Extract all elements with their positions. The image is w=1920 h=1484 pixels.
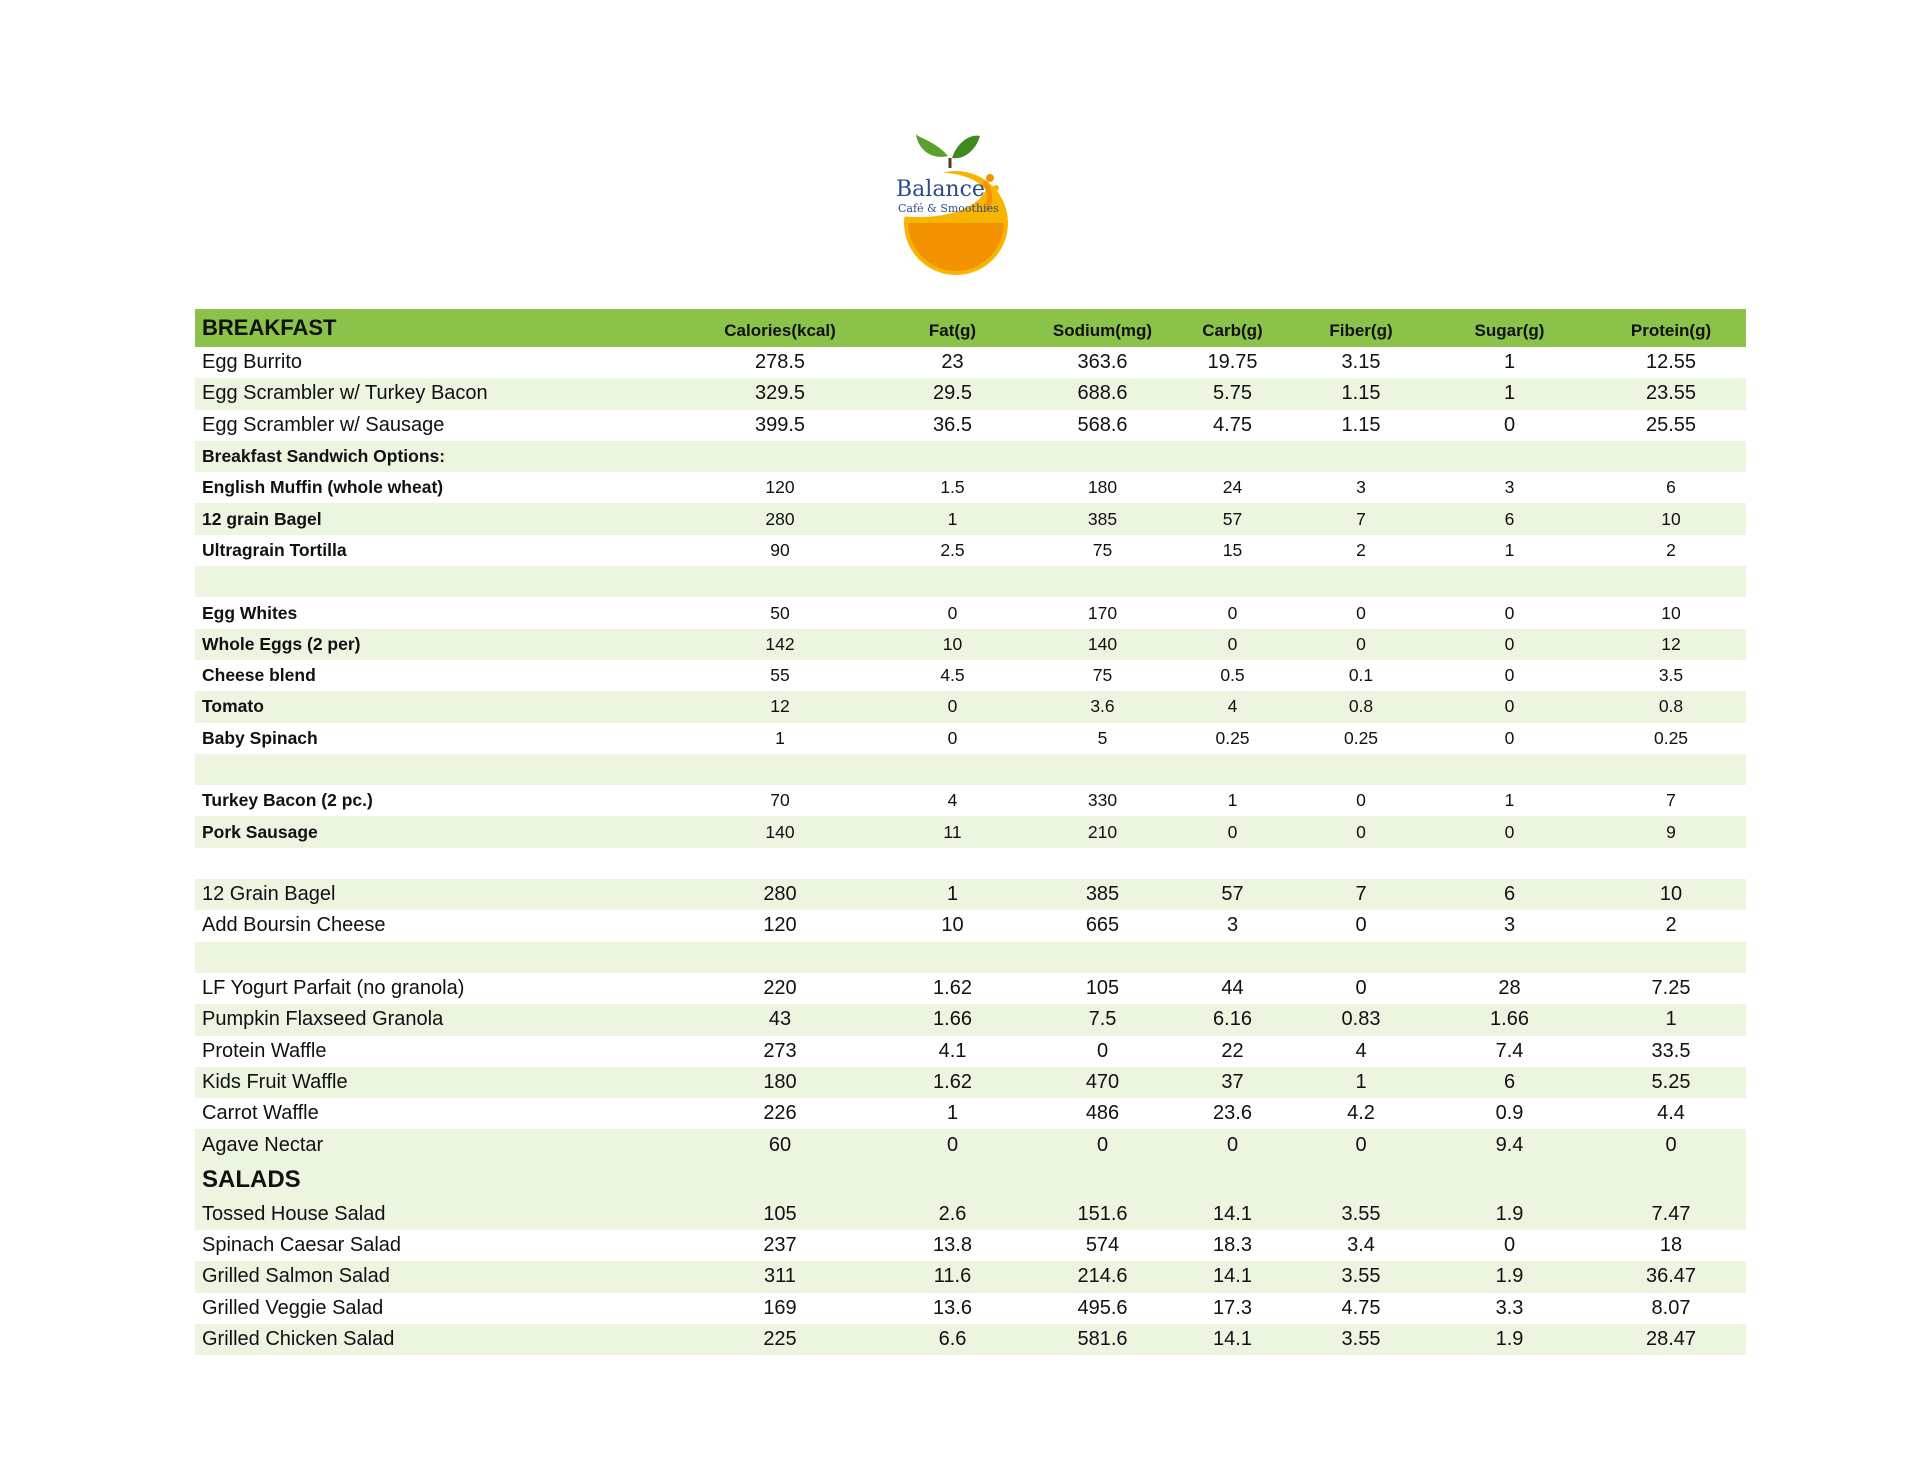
- value-fat: 11.6: [933, 1265, 972, 1288]
- orange-logo-icon: [888, 128, 1018, 276]
- value-carb: 1: [1227, 790, 1238, 811]
- value-sodium: 151.6: [1077, 1202, 1128, 1225]
- value-protein: 36.47: [1645, 1265, 1697, 1288]
- value-carb: 4: [1227, 696, 1238, 717]
- value-sodium: 0: [1096, 1133, 1109, 1156]
- value-protein: 0.25: [1653, 727, 1689, 748]
- value-protein: 0: [1665, 1133, 1677, 1156]
- item-name: Add Boursin Cheese: [202, 914, 386, 937]
- value-calories: 12: [770, 696, 790, 717]
- value-sodium: 470: [1085, 1070, 1120, 1093]
- value-carb: 0: [1227, 633, 1238, 654]
- value-fat: 2.5: [940, 539, 965, 560]
- value-fat: 23: [941, 351, 964, 374]
- item-name: Cheese blend: [202, 665, 316, 686]
- value-sugar: 1.9: [1495, 1265, 1524, 1288]
- value-sugar: 6: [1503, 883, 1516, 906]
- value-calories: 142: [765, 633, 795, 654]
- value-fiber: 3.55: [1341, 1202, 1381, 1225]
- value-sugar: 0.9: [1495, 1102, 1524, 1125]
- value-fiber: 0: [1356, 821, 1366, 842]
- value-protein: 28.47: [1645, 1328, 1697, 1351]
- value-calories: 226: [763, 1102, 797, 1125]
- value-sodium: 170: [1087, 602, 1118, 623]
- value-calories: 120: [765, 477, 795, 498]
- value-calories: 273: [763, 1039, 797, 1062]
- value-fiber: 0: [1356, 633, 1366, 654]
- value-sodium: 665: [1085, 914, 1120, 937]
- value-calories: 90: [770, 539, 790, 560]
- value-carb: 5.75: [1213, 382, 1252, 405]
- value-sugar: 1.66: [1490, 1008, 1529, 1031]
- table-row: [195, 347, 1746, 378]
- item-name: Grilled Veggie Salad: [202, 1296, 384, 1319]
- svg-text:Balance: Balance: [896, 177, 985, 202]
- value-fat: 4.5: [940, 665, 965, 686]
- value-protein: 2: [1666, 539, 1676, 560]
- value-calories: 120: [763, 914, 797, 937]
- item-name: Protein Waffle: [202, 1039, 327, 1062]
- value-protein: 6: [1666, 477, 1676, 498]
- item-name: Grilled Chicken Salad: [202, 1328, 395, 1351]
- value-sugar: 0: [1504, 602, 1515, 623]
- value-sodium: 495.6: [1077, 1296, 1128, 1319]
- table-row: [195, 629, 1746, 660]
- value-protein: 7.25: [1651, 977, 1691, 1000]
- value-carb: 15: [1222, 539, 1243, 560]
- value-fat: 0: [947, 696, 958, 717]
- value-sodium: 385: [1085, 883, 1120, 906]
- table-row: [195, 1067, 1746, 1098]
- value-sodium: 581.6: [1077, 1328, 1128, 1351]
- value-carb: 0: [1226, 1133, 1239, 1156]
- value-calories: 311: [764, 1265, 796, 1288]
- value-fat: 1.62: [933, 977, 972, 1000]
- value-protein: 7.47: [1651, 1202, 1691, 1225]
- value-fat: 1.62: [933, 1070, 972, 1093]
- value-calories: 43: [768, 1008, 792, 1031]
- value-fat: 1: [946, 883, 959, 906]
- value-protein: 12.55: [1645, 351, 1697, 374]
- col-fiber: Fiber(g): [1329, 321, 1393, 340]
- value-carb: 44: [1221, 977, 1244, 1000]
- value-fat: 11: [943, 821, 962, 842]
- value-sugar: 1: [1504, 790, 1515, 811]
- item-name: Kids Fruit Waffle: [202, 1070, 348, 1093]
- item-name: Agave Nectar: [202, 1133, 324, 1156]
- value-carb: 14.1: [1213, 1265, 1252, 1288]
- value-fiber: 0.8: [1348, 696, 1374, 717]
- value-fat: 1: [947, 508, 958, 529]
- svg-text:Café & Smoothies: Café & Smoothies: [898, 202, 999, 215]
- value-calories: 399.5: [754, 413, 806, 436]
- item-name: Turkey Bacon (2 pc.): [202, 790, 373, 811]
- table-row: [195, 1324, 1746, 1355]
- value-fat: 10: [942, 633, 963, 654]
- table-row: [195, 942, 1746, 973]
- value-carb: 0: [1227, 602, 1238, 623]
- value-sodium: 0: [1096, 1039, 1109, 1062]
- value-fat: 6.6: [938, 1328, 967, 1351]
- value-carb: 37: [1221, 1070, 1244, 1093]
- value-carb: 19.75: [1207, 351, 1258, 374]
- value-fiber: 3.15: [1341, 351, 1381, 374]
- col-fat: Fat(g): [928, 321, 977, 340]
- table-row: [195, 1098, 1746, 1129]
- value-sodium: 688.6: [1077, 382, 1128, 405]
- value-sodium: 3.6: [1090, 696, 1115, 717]
- value-sodium: 568.6: [1077, 413, 1128, 436]
- value-fat: 1.66: [933, 1008, 972, 1031]
- value-sodium: 330: [1087, 790, 1118, 811]
- table-header: [195, 309, 1746, 347]
- value-sugar: 1.9: [1495, 1328, 1524, 1351]
- item-name: Egg Burrito: [202, 351, 303, 374]
- value-calories: 329.5: [754, 382, 806, 405]
- value-calories: 280: [763, 883, 797, 906]
- value-protein: 1: [1665, 1008, 1677, 1031]
- value-sodium: 75: [1092, 665, 1113, 686]
- value-sugar: 9.4: [1495, 1133, 1524, 1156]
- value-calories: 180: [763, 1070, 797, 1093]
- value-fiber: 3: [1356, 477, 1366, 498]
- value-sodium: 574: [1085, 1234, 1120, 1257]
- value-fiber: 0.83: [1341, 1008, 1381, 1031]
- item-name: Pork Sausage: [202, 821, 318, 842]
- value-fat: 13.6: [933, 1296, 972, 1319]
- col-protein: Protein(g): [1630, 321, 1712, 340]
- item-name: Ultragrain Tortilla: [202, 539, 347, 560]
- value-sodium: 214.6: [1077, 1265, 1128, 1288]
- value-fiber: 1.15: [1341, 413, 1381, 436]
- col-carb: Carb(g): [1202, 321, 1263, 340]
- table-row: [195, 816, 1746, 847]
- item-name: Breakfast Sandwich Options:: [202, 446, 446, 467]
- value-calories: 280: [765, 508, 795, 529]
- value-sugar: 0: [1503, 1234, 1516, 1257]
- value-sugar: 1: [1503, 351, 1516, 374]
- value-calories: 105: [763, 1202, 797, 1225]
- brand-logo: [888, 128, 1018, 276]
- value-sugar: 3.3: [1495, 1296, 1524, 1319]
- section-title-salads: SALADS: [202, 1165, 301, 1193]
- table-row: [195, 503, 1746, 534]
- value-protein: 0.8: [1658, 696, 1684, 717]
- col-sodium: Sodium(mg): [1052, 321, 1153, 340]
- value-fat: 36.5: [933, 413, 972, 436]
- value-carb: 17.3: [1213, 1296, 1252, 1319]
- value-protein: 10: [1659, 883, 1683, 906]
- value-sodium: 105: [1085, 977, 1120, 1000]
- value-protein: 9: [1666, 821, 1676, 842]
- value-carb: 0.25: [1215, 727, 1250, 748]
- value-sugar: 0: [1504, 633, 1515, 654]
- value-sugar: 0: [1504, 696, 1515, 717]
- value-sugar: 1: [1503, 382, 1516, 405]
- value-sodium: 210: [1087, 821, 1118, 842]
- item-name: Spinach Caesar Salad: [202, 1234, 402, 1257]
- value-calories: 50: [770, 602, 790, 623]
- value-fiber: 1: [1355, 1070, 1367, 1093]
- value-fiber: 3.55: [1341, 1265, 1381, 1288]
- col-sugar: Sugar(g): [1474, 321, 1545, 340]
- value-sodium: 75: [1092, 539, 1113, 560]
- value-protein: 10: [1661, 602, 1681, 623]
- value-fat: 10: [941, 914, 964, 937]
- value-fiber: 2: [1356, 539, 1366, 560]
- value-fat: 4.1: [938, 1039, 967, 1062]
- value-protein: 5.25: [1651, 1070, 1691, 1093]
- value-protein: 10: [1661, 508, 1681, 529]
- value-protein: 8.07: [1651, 1296, 1691, 1319]
- value-carb: 18.3: [1213, 1234, 1252, 1257]
- value-fiber: 3.4: [1347, 1234, 1375, 1257]
- value-sodium: 7.5: [1088, 1008, 1117, 1031]
- value-sodium: 5: [1097, 727, 1108, 748]
- value-carb: 24: [1222, 477, 1243, 498]
- value-fat: 0: [946, 1133, 959, 1156]
- table-row: [195, 1036, 1746, 1067]
- table-row: [195, 1004, 1746, 1035]
- table-row: [195, 1129, 1746, 1160]
- value-sodium: 140: [1087, 633, 1118, 654]
- value-fat: 0: [947, 727, 958, 748]
- value-sugar: 6: [1503, 1070, 1516, 1093]
- value-sugar: 0: [1504, 727, 1515, 748]
- item-name: Pumpkin Flaxseed Granola: [202, 1008, 444, 1031]
- table-row: [195, 597, 1746, 628]
- value-carb: 22: [1221, 1039, 1244, 1062]
- value-sodium: 180: [1087, 477, 1118, 498]
- value-calories: 225: [763, 1328, 797, 1351]
- value-calories: 55: [770, 665, 790, 686]
- value-protein: 3.5: [1658, 665, 1684, 686]
- value-protein: 33.5: [1651, 1039, 1691, 1062]
- value-fat: 4: [947, 790, 958, 811]
- table-row: [195, 785, 1746, 816]
- value-carb: 3: [1226, 914, 1239, 937]
- section-title-breakfast: BREAKFAST: [202, 315, 337, 340]
- value-fiber: 4.75: [1341, 1296, 1381, 1319]
- item-name: English Muffin (whole wheat): [202, 477, 444, 498]
- nutrition-table: [195, 309, 1746, 1355]
- value-sodium: 385: [1087, 508, 1118, 529]
- table-row: [195, 754, 1746, 785]
- table-row: [195, 723, 1746, 754]
- value-protein: 7: [1666, 790, 1676, 811]
- table-row: [195, 378, 1746, 409]
- table-row: [195, 1261, 1746, 1292]
- value-protein: 4.4: [1657, 1102, 1685, 1125]
- table-row: [195, 535, 1746, 566]
- value-carb: 0.5: [1220, 665, 1245, 686]
- value-protein: 2: [1665, 914, 1677, 937]
- value-sugar: 6: [1504, 508, 1515, 529]
- value-calories: 1: [775, 727, 785, 748]
- table-row: [195, 1293, 1746, 1324]
- table-row: [195, 848, 1746, 879]
- item-name: Egg Whites: [202, 602, 298, 623]
- value-fiber: 7: [1356, 508, 1366, 529]
- value-fat: 0: [947, 602, 958, 623]
- value-sugar: 1.9: [1495, 1202, 1524, 1225]
- value-carb: 14.1: [1213, 1328, 1252, 1351]
- item-name: Egg Scrambler w/ Turkey Bacon: [202, 382, 488, 405]
- value-fiber: 0: [1355, 914, 1367, 937]
- table-row: [195, 910, 1746, 941]
- value-fiber: 0: [1355, 1133, 1367, 1156]
- value-sugar: 0: [1504, 665, 1515, 686]
- table-row: [195, 660, 1746, 691]
- item-name: Egg Scrambler w/ Sausage: [202, 413, 445, 436]
- item-name: Tossed House Salad: [202, 1202, 386, 1225]
- table-row: [195, 691, 1746, 722]
- item-name: Grilled Salmon Salad: [202, 1265, 390, 1288]
- value-protein: 18: [1659, 1234, 1683, 1257]
- item-name: 12 grain Bagel: [202, 508, 322, 529]
- value-carb: 14.1: [1213, 1202, 1252, 1225]
- table-row: [195, 441, 1746, 472]
- col-calories: Calories(kcal): [724, 321, 836, 340]
- value-protein: 23.55: [1645, 382, 1697, 405]
- value-protein: 12: [1661, 633, 1681, 654]
- value-carb: 23.6: [1213, 1102, 1252, 1125]
- value-fat: 2.6: [938, 1202, 967, 1225]
- value-fiber: 0.1: [1348, 665, 1374, 686]
- value-fiber: 0: [1355, 977, 1367, 1000]
- value-sugar: 0: [1504, 821, 1515, 842]
- item-name: Baby Spinach: [202, 727, 318, 748]
- value-fat: 13.8: [933, 1234, 972, 1257]
- item-name: LF Yogurt Parfait (no granola): [202, 977, 465, 1000]
- value-sugar: 28: [1498, 977, 1521, 1000]
- value-fat: 1: [946, 1102, 959, 1125]
- table-row: [195, 410, 1746, 441]
- value-calories: 278.5: [754, 351, 806, 374]
- table-body: [195, 347, 1746, 1355]
- value-fiber: 0: [1356, 602, 1366, 623]
- value-carb: 0: [1227, 821, 1238, 842]
- value-calories: 70: [770, 790, 790, 811]
- value-fiber: 0.25: [1343, 727, 1379, 748]
- value-calories: 140: [765, 821, 795, 842]
- value-protein: 25.55: [1645, 413, 1697, 436]
- value-carb: 57: [1222, 508, 1243, 529]
- item-name: Whole Eggs (2 per): [202, 633, 361, 654]
- table-row: [195, 472, 1746, 503]
- table-row: [195, 566, 1746, 597]
- value-calories: 60: [768, 1133, 792, 1156]
- table-row: [195, 1199, 1746, 1230]
- value-carb: 4.75: [1213, 413, 1252, 436]
- value-fiber: 7: [1355, 883, 1367, 906]
- value-sodium: 486: [1085, 1102, 1120, 1125]
- value-fiber: 3.55: [1341, 1328, 1381, 1351]
- item-name: Carrot Waffle: [202, 1102, 319, 1125]
- table-row: [195, 973, 1746, 1004]
- value-fat: 29.5: [933, 382, 972, 405]
- value-sodium: 363.6: [1077, 351, 1128, 374]
- table-row: [195, 879, 1746, 910]
- item-name: Tomato: [202, 696, 264, 717]
- value-calories: 169: [763, 1296, 797, 1319]
- value-fiber: 0: [1356, 790, 1366, 811]
- value-fiber: 4: [1355, 1039, 1367, 1062]
- value-carb: 6.16: [1213, 1008, 1252, 1031]
- value-fiber: 4.2: [1347, 1102, 1375, 1125]
- value-fiber: 1.15: [1341, 382, 1381, 405]
- value-carb: 57: [1221, 883, 1244, 906]
- value-sugar: 7.4: [1495, 1039, 1524, 1062]
- value-sugar: 1: [1504, 539, 1515, 560]
- value-calories: 220: [763, 977, 797, 1000]
- value-sugar: 0: [1503, 413, 1516, 436]
- item-name: 12 Grain Bagel: [202, 883, 336, 906]
- value-sugar: 3: [1504, 477, 1515, 498]
- value-calories: 237: [763, 1234, 797, 1257]
- value-sugar: 3: [1503, 914, 1516, 937]
- value-fat: 1.5: [940, 477, 965, 498]
- section-header-salads: [195, 1161, 1746, 1199]
- table-row: [195, 1230, 1746, 1261]
